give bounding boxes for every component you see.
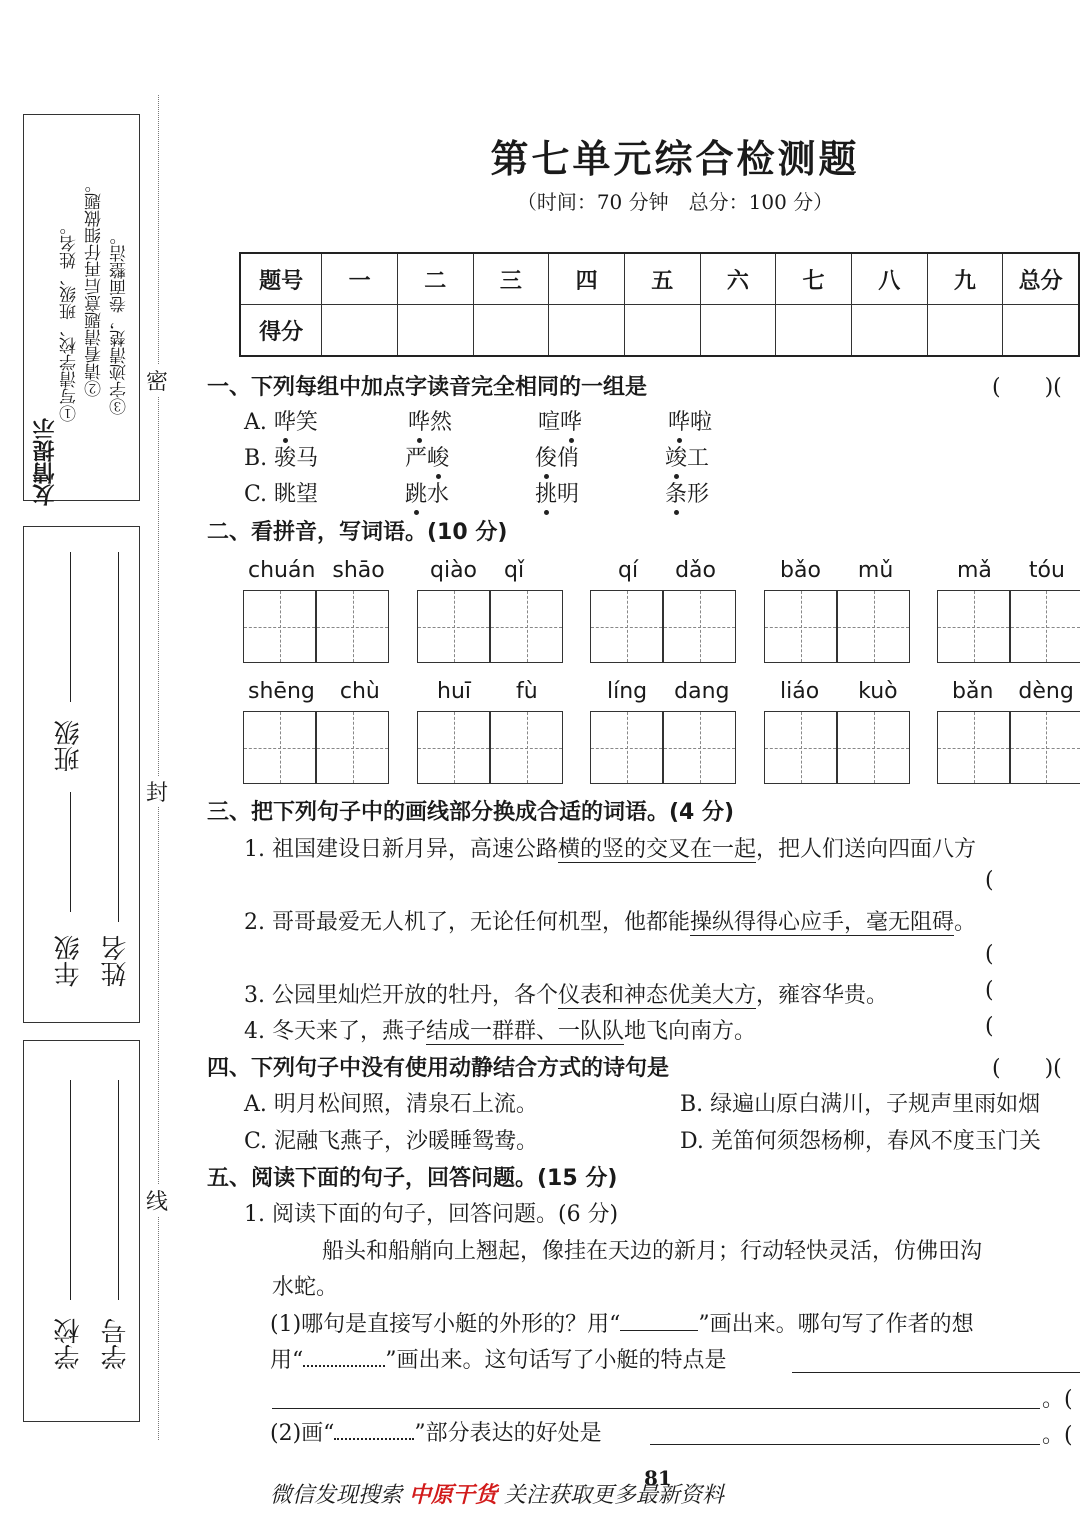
q3-s1-underlined: 横的竖的交叉在一起 — [557, 837, 756, 862]
footer-pre: 微信发现搜索 — [270, 1483, 409, 1508]
q1-word: 哗啦 — [668, 410, 713, 435]
q3-sentence-4 — [244, 1014, 756, 1045]
class-line — [70, 552, 71, 702]
score-cell: 题号 — [240, 253, 322, 305]
score-cell: 五 — [624, 253, 700, 305]
score-input[interactable] — [473, 305, 549, 357]
q5-question-1-line-2 — [270, 1343, 727, 1374]
score-cell: 八 — [851, 253, 927, 305]
score-cell: 四 — [549, 253, 625, 305]
q3-sentence-2 — [244, 905, 976, 936]
seal-line — [158, 95, 159, 1440]
q3-s4-post: 地飞向南方。 — [624, 1019, 757, 1044]
pinyin-label: chuán shāo — [248, 558, 385, 583]
q3-s4-underlined: 结成一群群、一队队 — [425, 1019, 624, 1044]
q4-heading: 四、下列句子中没有使用动静结合方式的诗句是 — [207, 1056, 670, 1081]
q1-word: 竣工 — [665, 446, 710, 471]
q4-option-b: B. 绿遍山原白满川，子规声里雨如烟 — [680, 1092, 1041, 1117]
q1-word: 喧哗 — [538, 410, 583, 435]
page-title: 第七单元综合检测题 — [490, 136, 860, 181]
school-line — [70, 1080, 71, 1300]
name-label: 姓名 — [101, 935, 131, 987]
q1-option-a: A. 哗笑 — [244, 410, 318, 435]
number-line — [118, 1080, 119, 1300]
wavy-line-sample — [334, 1438, 414, 1440]
writing-box[interactable] — [490, 711, 563, 784]
answer-line[interactable] — [650, 1444, 1040, 1445]
q5-sub-1: 1. 阅读下面的句子，回答问题。(6 分) — [244, 1202, 619, 1227]
score-input[interactable] — [397, 305, 473, 357]
q4-option-d: D. 羌笛何须怨杨柳，春风不度玉门关 — [680, 1129, 1041, 1154]
q1-word: 条形 — [665, 482, 710, 507]
writing-box[interactable] — [243, 711, 316, 784]
pinyin-label: mǎ tóu — [957, 558, 1065, 583]
class-label: 班级 — [54, 720, 84, 772]
q1-answer-paren[interactable]: ( )( — [992, 375, 1062, 400]
q2-heading: 二、看拼音，写词语。(10 分) — [207, 520, 508, 545]
q5-q1-text-d: ”画出来。这句话写了小艇的特点是 — [385, 1348, 727, 1373]
score-input[interactable] — [700, 305, 776, 357]
q4-option-a: A. 明月松间照，清泉石上流。 — [244, 1092, 538, 1117]
score-input[interactable] — [1003, 305, 1079, 357]
q3-sentence-1 — [244, 832, 976, 863]
q5-question-1-line-1 — [270, 1307, 974, 1338]
score-table-score-row — [240, 305, 1079, 357]
wavy-line-sample — [303, 1365, 385, 1367]
score-input[interactable] — [624, 305, 700, 357]
q3-s3-pre: 3. 公园里灿烂开放的牡丹，各个 — [244, 983, 558, 1008]
tips-title: 友情提示 — [33, 418, 58, 506]
q1-word: 跳水 — [405, 482, 450, 507]
q5-question-2 — [270, 1416, 602, 1447]
q3-answer-paren-3[interactable]: ( — [985, 978, 994, 1003]
writing-box[interactable] — [837, 590, 910, 663]
q3-heading: 三、把下列句子中的画线部分换成合适的词语。(4 分) — [207, 800, 735, 825]
writing-box[interactable] — [417, 590, 490, 663]
score-cell: 三 — [473, 253, 549, 305]
answer-line[interactable] — [272, 1408, 1040, 1409]
q3-s2-underlined: 操纵得得心应手，毫无阻碍 — [690, 910, 955, 935]
score-cell: 七 — [776, 253, 852, 305]
q5-q1-text-b: ”画出来。哪句写了作者的想 — [698, 1312, 974, 1337]
q3-s2-post: 。 — [954, 910, 977, 935]
page-number: 81 — [644, 1466, 672, 1490]
score-cell: 总分 — [1003, 253, 1079, 305]
q3-s1-pre: 1. 祖国建设日新月异，高速公路 — [244, 837, 558, 862]
writing-box[interactable] — [490, 590, 563, 663]
q5-passage-line-2: 水蛇。 — [272, 1275, 339, 1300]
pinyin-label: bǎn dèng — [952, 679, 1074, 704]
number-label: 学号 — [101, 1318, 131, 1370]
q3-answer-paren-2[interactable]: ( — [985, 942, 994, 967]
pinyin-label: qiào qǐ — [430, 558, 525, 583]
pinyin-label: qí dǎo — [618, 558, 716, 583]
q3-s2-pre: 2. 哥哥最爱无人机了，无论任何机型，他都能 — [244, 910, 690, 935]
q1-word: 严峻 — [405, 446, 450, 471]
writing-box[interactable] — [663, 711, 736, 784]
score-table — [239, 252, 1080, 357]
writing-box[interactable] — [1010, 711, 1080, 784]
grade-label: 年级 — [54, 935, 84, 987]
q3-s1-post: ，把人们送向四面八方 — [756, 837, 977, 862]
score-input[interactable] — [776, 305, 852, 357]
writing-box[interactable] — [937, 590, 1010, 663]
writing-box[interactable] — [837, 711, 910, 784]
footer-brand: 中原干货 — [409, 1482, 498, 1508]
q5-period-1: 。( — [1042, 1387, 1073, 1412]
q5-q1-text-c: 用“ — [270, 1348, 304, 1373]
score-cell: 一 — [322, 253, 398, 305]
q1-heading: 一、下列每组中加点字读音完全相同的一组是 — [207, 375, 648, 400]
writing-box[interactable] — [764, 711, 837, 784]
pinyin-label: liáo kuò — [780, 679, 898, 704]
pinyin-label: huī fù — [437, 679, 538, 704]
pinyin-label: shēng chù — [248, 679, 380, 704]
writing-box[interactable] — [316, 590, 389, 663]
q3-s3-underlined: 仪表和神态优美大方 — [557, 983, 756, 1008]
q3-answer-paren-4[interactable]: ( — [985, 1014, 994, 1039]
q5-heading: 五、阅读下面的句子，回答问题。(15 分) — [207, 1166, 618, 1191]
writing-box[interactable] — [590, 590, 663, 663]
q3-s3-post: ，雍容华贵。 — [756, 983, 889, 1008]
tip-1: ①写清学校、班级、姓名。 — [60, 218, 80, 422]
score-input[interactable] — [322, 305, 398, 357]
score-input[interactable] — [927, 305, 1003, 357]
q1-word: 俊俏 — [535, 446, 580, 471]
q1-word: 哗然 — [408, 410, 453, 435]
score-cell: 二 — [397, 253, 473, 305]
q5-period-2: 。( — [1042, 1423, 1073, 1448]
writing-box[interactable] — [663, 590, 736, 663]
pinyin-label: bǎo mǔ — [780, 558, 894, 583]
score-cell: 得分 — [240, 305, 322, 357]
score-input[interactable] — [851, 305, 927, 357]
writing-box[interactable] — [417, 711, 490, 784]
q1-word: 挑明 — [535, 482, 580, 507]
writing-box[interactable] — [316, 711, 389, 784]
name-line — [118, 552, 119, 922]
q3-sentence-3 — [244, 978, 888, 1009]
school-label: 学校 — [54, 1318, 84, 1370]
pinyin-label: líng dang — [607, 679, 730, 704]
q4-answer-paren[interactable]: ( )( — [992, 1056, 1062, 1081]
q1-option-b: B. 骏马 — [244, 446, 319, 471]
tip-3: ③字迹清楚，卷面整洁。 — [110, 228, 130, 415]
score-input[interactable] — [549, 305, 625, 357]
q5-passage-line-1: 船头和船艄向上翘起，像挂在天边的新月；行动轻快灵活，仿佛田沟 — [322, 1239, 983, 1264]
writing-box[interactable] — [937, 711, 1010, 784]
q5-q2-text-a: (2)画“ — [270, 1421, 335, 1446]
score-cell: 六 — [700, 253, 776, 305]
q5-q2-text-b: ”部分表达的好处是 — [414, 1421, 602, 1446]
score-cell: 九 — [927, 253, 1003, 305]
writing-box[interactable] — [764, 590, 837, 663]
tip-2: ②请看清题意后再仔细做题。 — [85, 176, 105, 397]
footer-watermark — [270, 1478, 724, 1509]
q3-s4-pre: 4. 冬天来了，燕子 — [244, 1019, 426, 1044]
q4-option-c: C. 泥融飞燕子，沙暖睡鸳鸯。 — [244, 1129, 539, 1154]
page-subtitle: （时间：70 分钟 总分：100 分） — [516, 190, 834, 214]
answer-line[interactable] — [792, 1372, 1080, 1373]
seal-char-feng: 封 — [146, 776, 168, 807]
writing-box[interactable] — [1010, 590, 1080, 663]
score-table-header-row — [240, 253, 1079, 305]
q3-answer-paren-1[interactable]: ( — [985, 868, 994, 893]
writing-box[interactable] — [243, 590, 316, 663]
seal-char-mi: 密 — [146, 365, 168, 396]
seal-char-xian: 线 — [146, 1185, 168, 1216]
underline-sample — [620, 1330, 698, 1331]
grade-line — [70, 792, 71, 912]
q1-option-c: C. 眺望 — [244, 482, 319, 507]
writing-box[interactable] — [590, 711, 663, 784]
q5-q1-text-a: (1)哪句是直接写小艇的外形的？用“ — [270, 1312, 621, 1337]
footer-post: 关注获取更多最新资料 — [497, 1483, 725, 1508]
